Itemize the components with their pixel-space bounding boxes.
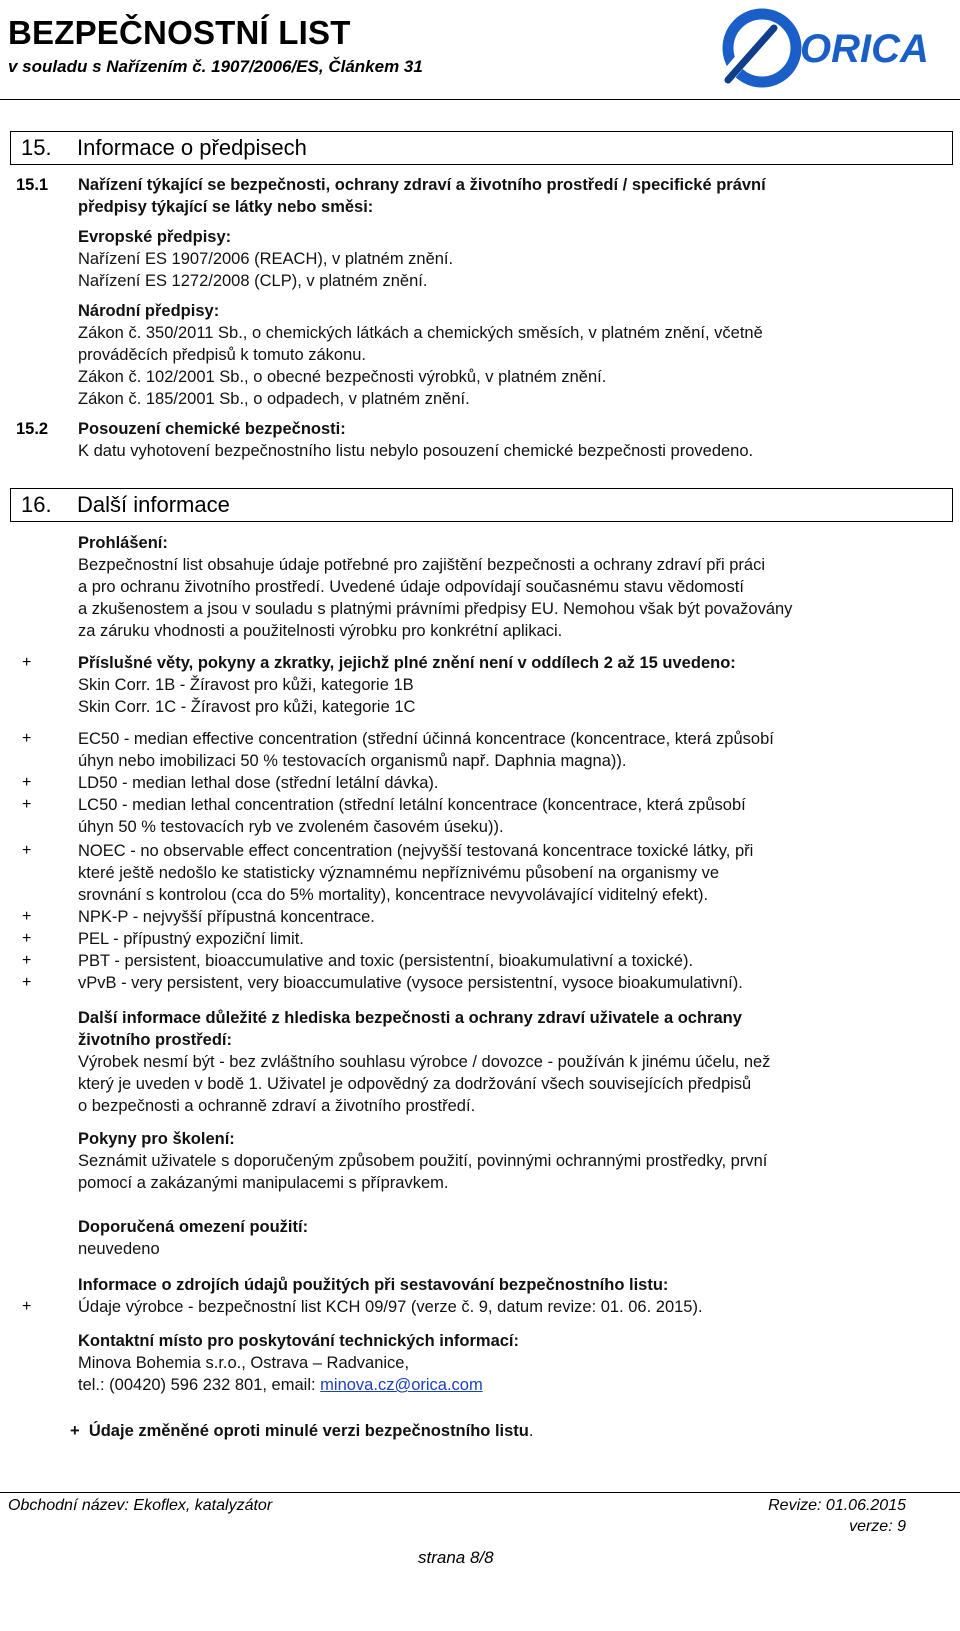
contact-email-link[interactable]: minova.cz@orica.com [320, 1376, 483, 1394]
contact-phone: tel.: (00420) 596 232 801, email: [78, 1376, 321, 1394]
contact-label: Kontaktní místo pro poskytování technických informací: [78, 1332, 519, 1350]
declaration-line: a pro ochranu životního prostředí. Uvedené údaje odpovídají současnému stavu vědomostí [78, 578, 744, 596]
section-16-number: 16. [21, 492, 52, 517]
change-marker: + [22, 774, 32, 791]
declaration-line: za záruku vhodnosti a použitelnosti výrobku pro konkrétní aplikaci. [78, 622, 563, 640]
restrictions-label: Doporučená omezení použití: [78, 1218, 309, 1236]
section-15-header [10, 131, 953, 165]
abbreviation-lc50: LC50 - median lethal concentration (střední letální koncentrace (koncentrace, která způsobí [78, 796, 746, 814]
change-marker: + [22, 930, 32, 947]
section-15-title: Informace o předpisech [77, 135, 307, 160]
subsection-15-1-number: 15.1 [16, 176, 49, 194]
abbreviation-ec50-cont: úhyn nebo imobilizaci 50 % testovacích organismů např. Daphnia magna)). [78, 752, 627, 770]
subsection-15-1-title-line1: Nařízení týkající se bezpečnosti, ochrany zdraví a životního prostředí / specifické právní [78, 176, 766, 194]
declaration-line: a zkušenostem a jsou v souladu s platnými právními předpisy EU. Nemohou však být považovány [78, 600, 793, 618]
changes-note-dot: . [528, 1422, 534, 1440]
section-15-number: 15. [21, 135, 52, 160]
national-regulation-line: Zákon č. 350/2011 Sb., o chemických látkách a chemických směsích, v platném znění, včetně [78, 324, 763, 342]
phrase-line: Skin Corr. 1B - Žíravost pro kůži, kategorie 1B [78, 676, 414, 694]
subsection-15-2-number: 15.2 [16, 420, 49, 438]
change-marker: + [70, 1422, 80, 1440]
footer-version: verze: 9 [849, 1518, 906, 1535]
subsection-15-2-text: K datu vyhotovení bezpečnostního listu nebylo posouzení chemické bezpečnosti provedeno. [78, 442, 754, 460]
abbreviation-noec-cont: které ještě nedošlo ke statisticky významnému nepříznivému působení na organismy ve [78, 864, 720, 882]
abbreviation-ec50: EC50 - median effective concentration (střední účinná koncentrace (koncentrace, která způsobí [78, 730, 774, 748]
change-marker: + [22, 730, 32, 747]
abbreviation-noec-cont: srovnání s kontrolou (cca do 5% mortality), koncentrace nevyvolávající viditelný efekt). [78, 886, 709, 904]
section-16-header [10, 488, 953, 522]
declaration-line: Bezpečnostní list obsahuje údaje potřebné pro zajištění bezpečnosti a ochrany zdraví při práci [78, 556, 765, 574]
additional-info-label-cont: životního prostředí: [78, 1031, 232, 1049]
section-16-title: Další informace [77, 492, 230, 517]
contact-phone-email [78, 1374, 483, 1396]
subsection-15-2-title: Posouzení chemické bezpečnosti: [78, 420, 346, 438]
restrictions-text: neuvedeno [78, 1240, 160, 1258]
abbreviation-pbt: PBT - persistent, bioaccumulative and toxic (persistentní, bioakumulativní a toxické). [78, 952, 694, 970]
phrases-label: Příslušné věty, pokyny a zkratky, jejichž plné znění není v oddílech 2 až 15 uvedeno: [78, 654, 736, 672]
additional-info-line: který je uveden v bodě 1. Uživatel je odpovědný za dodržování všech souvisejících předpisů [78, 1075, 752, 1093]
regulation-subtitle: v souladu s Nařízením č. 1907/2006/ES, Článkem 31 [8, 57, 423, 76]
change-marker: + [22, 952, 32, 969]
training-line: pomocí a zakázanými manipulacemi s přípravkem. [78, 1174, 449, 1192]
change-marker: + [22, 908, 32, 925]
sources-label: Informace o zdrojích údajů použitých při sestavování bezpečnostního listu: [78, 1276, 669, 1294]
abbreviation-npk: NPK-P - nejvyšší přípustná koncentrace. [78, 908, 375, 926]
national-regulations-label: Národní předpisy: [78, 302, 220, 320]
orica-logo-text: ORICA [800, 27, 929, 71]
change-marker: + [22, 974, 32, 991]
declaration-label: Prohlášení: [78, 534, 168, 552]
additional-info-line: o bezpečnosti a ochranně zdraví a životního prostředí. [78, 1097, 476, 1115]
change-marker: + [22, 654, 32, 671]
training-label: Pokyny pro školení: [78, 1130, 235, 1148]
header-divider [0, 99, 960, 100]
abbreviation-pel: PEL - přípustný expoziční limit. [78, 930, 304, 948]
change-marker: + [22, 796, 32, 813]
document-title: BEZPEČNOSTNÍ LIST [8, 14, 351, 51]
change-marker: + [22, 842, 32, 859]
sources-text: Údaje výrobce - bezpečnostní list KCH 09/97 (verze č. 9, datum revize: 01. 06. 2015). [78, 1298, 703, 1316]
phrase-line: Skin Corr. 1C - Žíravost pro kůži, kategorie 1C [78, 698, 416, 716]
subsection-15-1-title-line2: předpisy týkající se látky nebo směsi: [78, 198, 374, 216]
abbreviation-noec: NOEC - no observable effect concentration (nejvyšší testovaná koncentrace toxické látky, při [78, 842, 754, 860]
eu-regulation-clp: Nařízení ES 1272/2008 (CLP), v platném znění. [78, 272, 428, 290]
orica-logo [712, 6, 956, 88]
eu-regulation-reach: Nařízení ES 1907/2006 (REACH), v platném znění. [78, 250, 454, 268]
abbreviation-lc50-cont: úhyn 50 % testovacích ryb ve zvoleném časovém úseku)). [78, 818, 504, 836]
changes-note-text: Údaje změněné oproti minulé verzi bezpečnostního listu [88, 1422, 529, 1440]
national-regulation-line: Zákon č. 185/2001 Sb., o odpadech, v platném znění. [78, 390, 470, 408]
footer-page-number: strana 8/8 [418, 1548, 494, 1567]
abbreviation-ld50: LD50 - median lethal dose (střední letální dávka). [78, 774, 439, 792]
national-regulation-line: Zákon č. 102/2001 Sb., o obecné bezpečnosti výrobků, v platném znění. [78, 368, 607, 386]
footer-revision: Revize: 01.06.2015 [768, 1497, 906, 1514]
eu-regulations-label: Evropské předpisy: [78, 228, 232, 246]
additional-info-line: Výrobek nesmí být - bez zvláštního souhlasu výrobce / dovozce - používán k jinému účelu, než [78, 1053, 771, 1071]
national-regulation-line: prováděcích předpisů k tomuto zákonu. [78, 346, 367, 364]
abbreviation-vpvb: vPvB - very persistent, very bioaccumulative (vysoce persistentní, vysoce bioakumulativní). [78, 974, 743, 992]
training-line: Seznámit uživatele s doporučeným způsobem použití, povinnými ochrannými prostředky, první [78, 1152, 768, 1170]
additional-info-label: Další informace důležité z hlediska bezpečnosti a ochrany zdraví uživatele a ochrany [78, 1009, 742, 1027]
footer-trade-name: Obchodní název: Ekoflex, katalyzátor [8, 1497, 273, 1514]
change-marker: + [22, 1298, 32, 1315]
contact-company: Minova Bohemia s.r.o., Ostrava – Radvanice, [78, 1354, 410, 1372]
changes-note [70, 1420, 533, 1442]
orica-logo-mark [726, 14, 796, 82]
footer-divider [0, 1492, 960, 1493]
